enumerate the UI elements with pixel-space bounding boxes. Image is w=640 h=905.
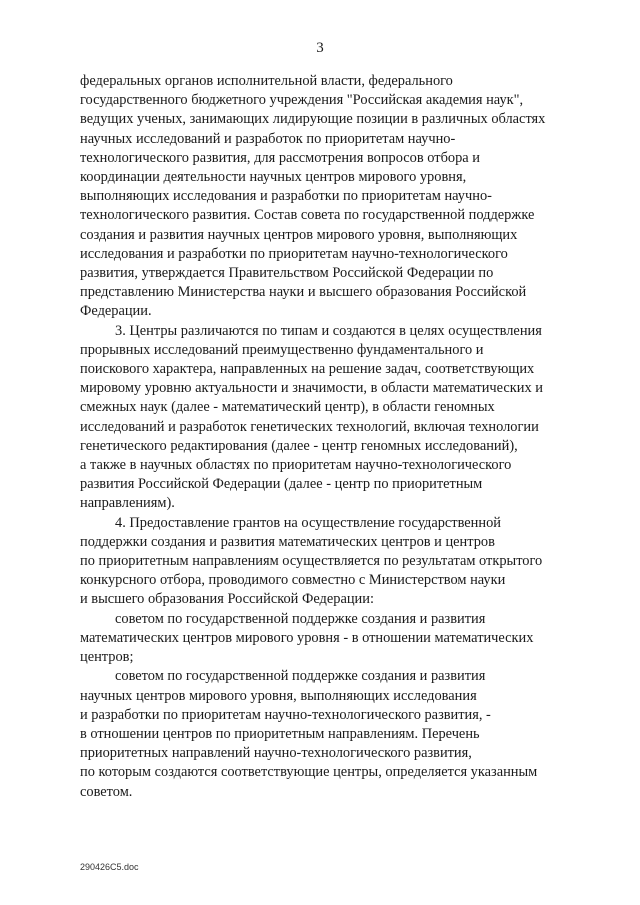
page-number: 3 xyxy=(316,40,324,56)
paragraph-math-council: советом по государственной поддержке создания и развития математических центров мирового уровня - в отношении математических центров; xyxy=(80,610,534,666)
paragraph-council-composition: федеральных органов исполнительной власти, федерального государственного бюджетного учреждения "Российская академия наук", ведущих ученых, занимающих лидирующие позиции в различных областях научных исследований и разработок по приоритетам научно- технологического развития, для рассмотрения вопросов отбора и координации деятельности научных центров мирового уровня, выполняющих исследования и разработки по приоритетам научно- технологического развития. Состав совета по государственной поддержке создания и развития научных центров мирового уровня, выполняющих исследования и разработки по приоритетам научно-технологического развития, утверждается Правительством Российской Федерации по представлению Министерства науки и высшего образования Российской Федерации. xyxy=(80,73,546,320)
paragraph-science-council: советом по государственной поддержке создания и развития научных центров мирового уровня, выполняющих исследования и разработки по приоритетам научно-технологического развития, - в отношении центров по приоритетным направлениям. Перечень приоритетных направлений научно-технологического развития, по которым создаются соответствующие центры, определяется указанным советом. xyxy=(80,668,538,800)
footer-filename: 290426C5.doc xyxy=(80,862,139,872)
paragraph-item-4: 4. Предоставление грантов на осуществление государственной поддержки создания и развития математических центров и центров по приоритетным направлениям осуществляется по результатам открытого конкурсного отбора, проводимого совместно с Министерством науки и высшего образования Российской Федерации: xyxy=(80,514,543,608)
paragraph-item-3: 3. Центры различаются по типам и создаются в целях осуществления прорывных исследований преимущественно фундаментального и поискового характера, направленных на решение задач, соответствующих мировому уровню актуальности и значимости, в области математических и смежных наук (далее - математический центр), в области геномных исследований и разработок генетических технологий, включая технологии генетического редактирования (далее - центр геномных исследований), а также в научных областях по приоритетам научно-технологического развития Российской Федерации (далее - центр по приоритетным направлениям). xyxy=(80,322,543,512)
document-body xyxy=(80,72,567,802)
